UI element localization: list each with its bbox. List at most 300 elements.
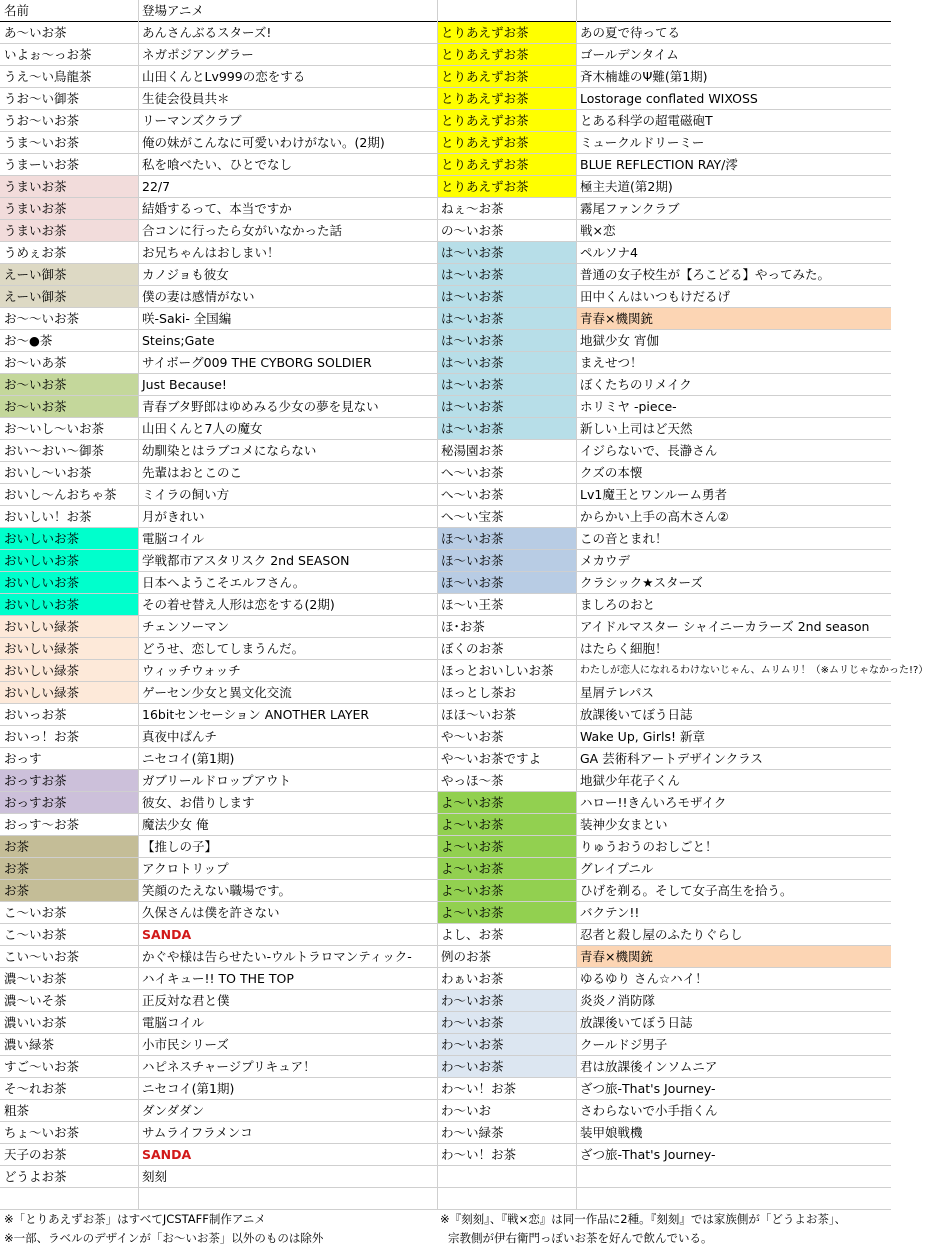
left-name-cell: こい〜いお茶	[4, 949, 80, 964]
left-anime-cell: 日本へようこそエルフさん。	[142, 575, 306, 590]
right-anime-cell	[576, 1188, 891, 1210]
right-anime-cell: 戦×恋	[580, 223, 616, 238]
left-name-cell: おいしいお茶	[0, 550, 138, 572]
table-row	[0, 880, 891, 902]
left-anime-cell: 久保さんは僕を許さない	[142, 905, 280, 920]
right-anime-cell: メカウデ	[580, 553, 631, 568]
left-anime-cell: SANDA	[142, 1147, 192, 1162]
right-name-cell: は〜いお茶	[437, 418, 576, 440]
left-anime-cell: ダンダダン	[142, 1103, 205, 1118]
left-name-cell: どうよお茶	[4, 1169, 67, 1184]
right-anime-cell: 忍者と殺し屋のふたりぐらし	[580, 927, 743, 942]
row-divider	[0, 1099, 891, 1100]
right-anime-cell: クズの本懐	[580, 465, 643, 480]
row-divider	[0, 945, 891, 946]
right-anime-cell: 地獄少年花子くん	[580, 773, 681, 788]
right-anime-cell: GA 芸術科アートデザインクラス	[580, 751, 763, 766]
table-row	[0, 836, 891, 858]
left-anime-cell: お兄ちゃんはおしまい！	[142, 245, 280, 260]
left-name-cell: おいしい緑茶	[0, 660, 138, 682]
left-anime-cell: ニセコイ(第1期)	[142, 751, 235, 766]
left-anime-cell: 22/7	[142, 179, 171, 194]
table-row	[0, 528, 891, 550]
left-anime-cell: あんさんぶるスターズ!	[142, 25, 272, 40]
right-anime-cell: りゅうおうのおしごと！	[580, 839, 718, 854]
right-name-cell: とりあえずお茶	[437, 110, 576, 132]
left-anime-cell: 先輩はおとこのこ	[142, 465, 243, 480]
left-anime-cell: ハピネスチャージプリキュア！	[142, 1059, 316, 1074]
left-name-cell: うまいお茶	[0, 176, 138, 198]
table-row	[0, 484, 891, 506]
left-anime-cell	[138, 1188, 437, 1210]
right-name-cell: とりあえずお茶	[437, 88, 576, 110]
table-row	[0, 22, 891, 44]
right-name-cell: 秘湯園お茶	[441, 443, 504, 458]
left-anime-cell: 笑顔のたえない職場です。	[142, 883, 292, 898]
table-row	[0, 374, 891, 396]
left-anime-cell: Just Because!	[142, 377, 227, 392]
left-name-cell: お茶	[0, 880, 138, 902]
table-row	[0, 308, 891, 330]
right-anime-cell: クラシック★スターズ	[580, 575, 703, 590]
table-row	[0, 440, 891, 462]
left-name-cell: お〜〜いお茶	[4, 311, 80, 326]
right-anime-cell: クールドジ男子	[580, 1037, 668, 1052]
row-divider	[0, 241, 891, 242]
right-name-cell: よ〜いお茶	[437, 814, 576, 836]
table-row	[0, 770, 891, 792]
right-anime-cell: ひげを剃る。そして女子高生を拾う。	[580, 883, 793, 898]
right-anime-cell: 星屑テレパス	[580, 685, 654, 700]
right-name-cell: よ〜いお茶	[437, 858, 576, 880]
left-anime-cell: 私を喰べたい、ひとでなし	[142, 157, 293, 172]
right-anime-cell: アイドルマスター シャイニーカラーズ 2nd season	[580, 619, 870, 634]
left-anime-cell: 山田くんと7人の魔女	[142, 421, 263, 436]
table-row	[0, 858, 891, 880]
left-name-cell: ちょ〜いお茶	[4, 1125, 80, 1140]
left-anime-cell: どうせ、恋してしまうんだ。	[142, 641, 305, 656]
right-name-cell: や〜いお茶	[441, 729, 504, 744]
right-anime-cell: 普通の女子校生が【ろこどる】やってみた。	[580, 267, 831, 282]
left-anime-cell: 合コンに行ったら女がいなかった話	[142, 223, 343, 238]
left-name-cell: お〜いお茶	[0, 374, 138, 396]
table-row	[0, 264, 891, 286]
right-anime-cell: はたらく細胞！	[580, 641, 668, 656]
left-name-cell: うまいお茶	[0, 198, 138, 220]
right-name-cell: ほ〜いお茶	[437, 528, 576, 550]
right-anime-cell: 青春×機関銃	[576, 308, 891, 330]
left-anime-cell: 生徒会役員共＊	[142, 91, 230, 106]
row-divider	[0, 527, 891, 528]
right-anime-cell: Lv1魔王とワンルーム勇者	[580, 487, 728, 502]
row-divider	[0, 703, 891, 704]
table-row	[0, 396, 891, 418]
left-anime-cell: ミイラの飼い方	[142, 487, 230, 502]
table-row	[0, 660, 928, 682]
left-name-cell: おいしい緑茶	[0, 616, 138, 638]
left-anime-cell: 電脳コイル	[142, 1015, 205, 1030]
column-divider	[437, 0, 438, 1210]
left-anime-cell: 幼馴染とはラブコメにならない	[142, 443, 317, 458]
left-anime-cell: 16bitセンセーション ANOTHER LAYER	[142, 707, 370, 722]
right-name-cell: とりあえずお茶	[437, 22, 576, 44]
table-row	[0, 1188, 891, 1210]
row-divider	[0, 1209, 891, 1210]
left-name-cell: そ〜れお茶	[4, 1081, 67, 1096]
row-divider	[0, 439, 891, 440]
left-name-cell: うお〜いお茶	[4, 113, 80, 128]
table-row	[0, 814, 891, 836]
right-name-cell: ほ･お茶	[441, 619, 485, 634]
right-name-cell: よ〜いお茶	[437, 880, 576, 902]
right-name-cell: は〜いお茶	[437, 396, 576, 418]
row-divider	[0, 967, 891, 968]
left-name-cell: 粗茶	[4, 1103, 30, 1118]
right-anime-cell: グレイプニル	[580, 861, 654, 876]
table-row	[0, 550, 891, 572]
row-divider	[0, 109, 891, 110]
right-anime-cell: 炎炎ノ消防隊	[580, 993, 656, 1008]
left-anime-cell: 小市民シリーズ	[142, 1037, 229, 1052]
right-anime-cell: ざつ旅-That's Journey-	[580, 1147, 716, 1162]
column-divider	[576, 0, 577, 1210]
row-divider	[0, 1143, 891, 1144]
right-anime-cell: ゴールデンタイム	[580, 47, 679, 62]
left-name-cell: おいし〜いお茶	[4, 465, 92, 480]
header-name: 名前	[4, 3, 30, 18]
left-anime-cell: ハイキュー!! TO THE TOP	[142, 971, 294, 986]
row-divider	[0, 373, 891, 374]
left-name-cell: おいっ！お茶	[4, 729, 80, 744]
table-row	[0, 726, 891, 748]
row-divider	[0, 989, 891, 990]
table-row	[0, 638, 891, 660]
row-divider	[0, 901, 891, 902]
right-name-cell: ほっとし茶お	[441, 685, 517, 700]
right-name-cell: 例のお茶	[441, 949, 492, 964]
right-anime-cell: からかい上手の高木さん②	[580, 509, 729, 524]
left-name-cell: 濃い緑茶	[4, 1037, 55, 1052]
row-divider	[0, 659, 891, 660]
left-name-cell: うまーいお茶	[4, 157, 80, 172]
table-row	[0, 1056, 891, 1078]
left-name-cell: おいしいお茶	[0, 594, 138, 616]
left-name-cell: うま〜いお茶	[4, 135, 80, 150]
right-anime-cell: 斉木楠雄のΨ難(第1期)	[580, 69, 708, 84]
left-name-cell: お〜●茶	[4, 333, 53, 348]
row-divider	[0, 637, 891, 638]
left-anime-cell: 俺の妹がこんなに可愛いわけがない。(2期)	[142, 135, 385, 150]
row-divider	[0, 351, 891, 352]
table-row	[0, 352, 891, 374]
table-row	[0, 44, 891, 66]
row-divider	[0, 87, 891, 88]
left-name-cell: えーい御茶	[0, 286, 138, 308]
table-row	[0, 132, 891, 154]
left-anime-cell: 【推しの子】	[142, 839, 218, 854]
right-name-cell: ぼくのお茶	[441, 641, 504, 656]
row-divider	[0, 923, 891, 924]
right-name-cell: わ〜いお	[441, 1103, 492, 1118]
right-name-cell: とりあえずお茶	[437, 176, 576, 198]
left-anime-cell: サムライフラメンコ	[142, 1125, 253, 1140]
right-name-cell: よ〜いお茶	[437, 836, 576, 858]
left-name-cell: うえ〜い鳥龍茶	[4, 69, 92, 84]
right-anime-cell: わたしが恋人になれるわけないじゃん、ムリムリ！（※ムリじゃなかった!?）	[580, 665, 928, 676]
right-anime-cell: ペルソナ4	[580, 245, 638, 260]
left-name-cell: こ〜いお茶	[4, 927, 67, 942]
column-divider	[138, 0, 139, 1210]
right-anime-cell: 装甲娘戦機	[580, 1125, 643, 1140]
left-anime-cell: 真夜中ぱんチ	[142, 729, 218, 744]
right-name-cell: ほ〜い王茶	[441, 597, 504, 612]
right-anime-cell: 君は放課後インソムニア	[580, 1059, 718, 1074]
note-kokkoku-1: ※『刻刻』、『戦×恋』は同一作品に2種。『刻刻』では家族側が「どうよお茶」、	[440, 1212, 847, 1226]
right-name-cell: ほほ〜いお茶	[441, 707, 517, 722]
right-name-cell: は〜いお茶	[437, 286, 576, 308]
right-name-cell: わぁいお茶	[441, 971, 504, 986]
table-row	[0, 418, 891, 440]
left-name-cell: お〜いあ茶	[4, 355, 67, 370]
left-anime-cell: リーマンズクラブ	[142, 113, 242, 128]
left-name-cell: おいっお茶	[4, 707, 67, 722]
table-body	[0, 22, 928, 1210]
left-name-cell: いよぉ〜っお茶	[4, 47, 92, 62]
row-divider	[0, 1033, 891, 1034]
left-name-cell: おいしい緑茶	[0, 638, 138, 660]
note-excluded: ※一部、ラベルのデザインが「お〜いお茶」以外のものは除外	[4, 1231, 324, 1245]
left-anime-cell: 月がきれい	[142, 509, 205, 524]
left-name-cell: 濃〜いお茶	[4, 971, 67, 986]
table-row	[0, 748, 891, 770]
right-anime-cell: ゆるゆり さん☆ハイ！	[580, 971, 708, 986]
left-name-cell: 濃〜いそ茶	[4, 993, 67, 1008]
table-row	[0, 220, 891, 242]
left-name-cell: おいしい緑茶	[0, 682, 138, 704]
table-row	[0, 286, 891, 308]
right-anime-cell: 霧尾ファンクラブ	[580, 201, 680, 216]
table-row	[0, 110, 891, 132]
left-name-cell: おっす	[4, 751, 42, 766]
left-name-cell: 濃いいお茶	[4, 1015, 67, 1030]
right-name-cell: ねぇ〜お茶	[441, 201, 504, 216]
right-anime-cell	[576, 1166, 891, 1188]
right-name-cell: とりあえずお茶	[437, 44, 576, 66]
right-anime-cell: ホリミヤ -piece-	[580, 399, 677, 414]
left-name-cell: おいしいお茶	[0, 528, 138, 550]
left-anime-cell: 青春ブタ野郎はゆめみる少女の夢を見ない	[142, 399, 379, 414]
right-name-cell: わ〜いお茶	[437, 1056, 576, 1078]
left-name-cell: お〜いお茶	[0, 396, 138, 418]
right-anime-cell: Lostorage conflated WIXOSS	[580, 91, 758, 106]
right-anime-cell: 極主夫道(第2期)	[580, 179, 673, 194]
right-anime-cell: 装神少女まとい	[580, 817, 668, 832]
right-name-cell	[437, 1166, 576, 1188]
table-row	[0, 990, 891, 1012]
left-anime-cell: 刻刻	[142, 1169, 168, 1184]
row-divider	[0, 285, 891, 286]
right-name-cell: は〜いお茶	[437, 308, 576, 330]
left-anime-cell: 結婚するって、本当ですか	[142, 201, 292, 216]
table-row	[0, 506, 891, 528]
left-name-cell: こ〜いお茶	[4, 905, 67, 920]
row-divider	[0, 417, 891, 418]
left-anime-cell: カノジョも彼女	[142, 267, 229, 282]
row-divider	[0, 1165, 891, 1166]
right-anime-cell: とある科学の超電磁砲T	[580, 113, 713, 128]
left-name-cell: お〜いし〜いお茶	[4, 421, 105, 436]
right-anime-cell: 田中くんはいつもけだるげ	[580, 289, 731, 304]
note-jcstaff: ※「とりあえずお茶」はすべてJCSTAFF制作アニメ	[4, 1212, 266, 1226]
table-row	[0, 1100, 891, 1122]
right-anime-cell: さわらないで小手指くん	[580, 1103, 718, 1118]
right-name-cell: よ〜いお茶	[437, 902, 576, 924]
right-name-cell: わ〜い！お茶	[441, 1147, 517, 1162]
right-name-cell: へ〜い宝茶	[441, 509, 504, 524]
right-name-cell: ほ〜いお茶	[437, 572, 576, 594]
left-anime-cell: 正反対な君と僕	[142, 993, 230, 1008]
row-divider	[0, 175, 891, 176]
table-row	[0, 1122, 891, 1144]
right-name-cell: や〜いお茶ですよ	[441, 751, 542, 766]
table-row	[0, 330, 891, 352]
left-anime-cell: アクロトリップ	[142, 861, 229, 876]
right-name-cell: わ〜いお茶	[437, 990, 576, 1012]
table-row	[0, 594, 891, 616]
row-divider	[0, 835, 891, 836]
left-name-cell: お茶	[0, 836, 138, 858]
right-name-cell	[437, 1188, 576, 1210]
table-row	[0, 682, 891, 704]
right-anime-cell: ましろのおと	[580, 597, 656, 612]
row-divider	[0, 153, 891, 154]
row-divider	[0, 461, 891, 462]
header-anime: 登場アニメ	[142, 3, 204, 18]
right-name-cell: の〜いお茶	[441, 223, 504, 238]
left-name-cell: うまいお茶	[0, 220, 138, 242]
right-name-cell: は〜いお茶	[437, 242, 576, 264]
table-row	[0, 1078, 891, 1100]
left-anime-cell: かぐや様は告らせたい-ウルトラロマンティック-	[142, 949, 412, 964]
row-divider	[0, 549, 891, 550]
right-name-cell: へ〜いお茶	[441, 487, 504, 502]
table-row	[0, 968, 891, 990]
row-divider	[0, 1011, 891, 1012]
header-underline	[0, 21, 891, 22]
right-anime-cell: ぼくたちのリメイク	[580, 377, 692, 392]
left-anime-cell: SANDA	[142, 927, 192, 942]
row-divider	[0, 219, 891, 220]
right-name-cell: とりあえずお茶	[437, 154, 576, 176]
right-anime-cell: 放課後いてぼう日誌	[580, 707, 693, 722]
row-divider	[0, 65, 891, 66]
row-divider	[0, 1077, 891, 1078]
left-anime-cell: 咲-Saki- 全国編	[142, 311, 232, 326]
row-divider	[0, 725, 891, 726]
row-divider	[0, 43, 891, 44]
left-anime-cell: ウィッチウォッチ	[142, 663, 241, 678]
right-name-cell: とりあえずお茶	[437, 66, 576, 88]
right-name-cell: は〜いお茶	[437, 374, 576, 396]
right-anime-cell: この音とまれ！	[580, 531, 668, 546]
right-name-cell: わ〜いお茶	[437, 1034, 576, 1056]
left-name-cell: えーい御茶	[0, 264, 138, 286]
table-row	[0, 572, 891, 594]
row-divider	[0, 879, 891, 880]
right-name-cell: わ〜い！お茶	[441, 1081, 517, 1096]
table-row	[0, 1166, 891, 1188]
header-name-right	[437, 0, 576, 22]
table-row	[0, 1144, 891, 1166]
row-divider	[0, 791, 891, 792]
left-name-cell: うめぇお茶	[4, 245, 67, 260]
left-anime-cell: 彼女、お借りします	[142, 795, 255, 810]
left-anime-cell: 僕の妻は感情がない	[142, 289, 255, 304]
row-divider	[0, 263, 891, 264]
right-anime-cell: イジらないで、長瀞さん	[580, 443, 718, 458]
right-name-cell: へ〜いお茶	[441, 465, 504, 480]
right-anime-cell: あの夏で待ってる	[580, 25, 681, 40]
left-anime-cell: ネガポジアングラー	[142, 47, 254, 62]
right-anime-cell: 地獄少女 宵伽	[580, 333, 659, 348]
row-divider	[0, 615, 891, 616]
left-name-cell: お茶	[0, 858, 138, 880]
right-name-cell: わ〜いお茶	[437, 1012, 576, 1034]
right-name-cell: は〜いお茶	[437, 330, 576, 352]
row-divider	[0, 571, 891, 572]
right-anime-cell: Wake Up, Girls! 新章	[580, 729, 705, 744]
row-divider	[0, 747, 891, 748]
row-divider	[0, 1121, 891, 1122]
right-anime-cell: まえせつ！	[580, 355, 643, 370]
right-name-cell: ほっとおいしいお茶	[441, 663, 554, 678]
header-row	[0, 0, 891, 22]
row-divider	[0, 505, 891, 506]
left-anime-cell: 山田くんとLv999の恋をする	[142, 69, 306, 84]
left-name-cell: おっすお茶	[0, 792, 138, 814]
table-row	[0, 242, 891, 264]
right-anime-cell: ざつ旅-That's Journey-	[580, 1081, 716, 1096]
table-row	[0, 792, 891, 814]
right-name-cell: やっほ〜茶	[441, 773, 504, 788]
left-anime-cell: 魔法少女 俺	[142, 817, 209, 832]
right-anime-cell: ミュークルドリーミー	[580, 135, 705, 150]
table-row	[0, 462, 891, 484]
table-row	[0, 924, 891, 946]
row-divider	[0, 857, 891, 858]
row-divider	[0, 1055, 891, 1056]
table-row	[0, 66, 891, 88]
row-divider	[0, 197, 891, 198]
left-anime-cell: 電脳コイル	[142, 531, 205, 546]
row-divider	[0, 1187, 891, 1188]
left-name-cell	[0, 1188, 138, 1210]
note-kokkoku-2: 宗教側が伊右衛門っぽいお茶を好んで飲んでいる。	[448, 1231, 713, 1245]
row-divider	[0, 813, 891, 814]
row-divider	[0, 395, 891, 396]
left-name-cell: うお〜い御茶	[4, 91, 80, 106]
table-row	[0, 1012, 891, 1034]
table-row	[0, 198, 891, 220]
row-divider	[0, 307, 891, 308]
left-name-cell: おいしい！お茶	[4, 509, 92, 524]
right-anime-cell: 新しい上司はど天然	[580, 421, 693, 436]
row-divider	[0, 769, 891, 770]
table-row	[0, 176, 891, 198]
right-anime-cell: 青春×機関銃	[576, 946, 891, 968]
right-anime-cell: ハロー!!きんいろモザイク	[580, 795, 727, 810]
table-row	[0, 946, 891, 968]
